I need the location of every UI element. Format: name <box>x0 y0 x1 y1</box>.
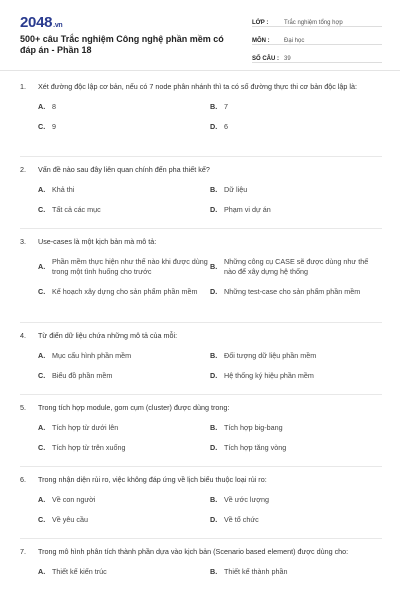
option-b[interactable] <box>210 423 382 433</box>
meta-value: 39 <box>284 56 291 62</box>
option-a[interactable] <box>38 257 210 277</box>
question-5 <box>20 403 382 453</box>
option-b[interactable] <box>210 102 382 112</box>
meta-row-count <box>252 49 382 63</box>
question-4 <box>20 331 382 381</box>
question-text: Vấn đề nào sau đây liên quan chính đến pha thiết kế? <box>38 165 210 174</box>
question-divider <box>20 228 382 229</box>
question-number: 1. <box>20 82 26 91</box>
meta-label: SỐ CÂU : <box>252 56 279 62</box>
meta-row-class <box>252 13 382 27</box>
option-text: Biểu đồ phần mềm <box>52 371 113 380</box>
option-letter: A. <box>38 185 46 194</box>
question-divider <box>20 538 382 539</box>
logo-suffix: .vn <box>53 22 63 29</box>
option-letter: B. <box>210 185 218 194</box>
option-text: Tích hợp tăng vòng <box>224 443 287 452</box>
site-logo[interactable] <box>20 14 62 31</box>
option-text: Dữ liệu <box>224 185 248 194</box>
question-6 <box>20 475 382 525</box>
option-d[interactable] <box>210 287 382 297</box>
option-a[interactable] <box>38 495 210 505</box>
option-letter: C. <box>38 205 46 214</box>
option-b[interactable] <box>210 257 382 277</box>
option-c[interactable] <box>38 515 210 525</box>
option-c[interactable] <box>38 287 210 297</box>
option-letter: D. <box>210 443 218 452</box>
option-letter: D. <box>210 515 218 524</box>
option-a[interactable] <box>38 185 210 195</box>
option-text: Mục cấu hình phần mềm <box>52 351 132 360</box>
option-letter: A. <box>38 423 46 432</box>
option-a[interactable] <box>38 423 210 433</box>
option-text: 7 <box>224 102 228 111</box>
option-letter: A. <box>38 262 46 271</box>
option-d[interactable] <box>210 443 382 453</box>
option-letter: B. <box>210 567 218 576</box>
option-b[interactable] <box>210 567 382 577</box>
option-c[interactable] <box>38 443 210 453</box>
document-title: 500+ câu Trắc nghiệm Công nghệ phần mềm có đáp án - Phần 18 <box>20 34 224 55</box>
option-letter: D. <box>210 122 218 131</box>
option-text: Về con người <box>52 495 96 504</box>
option-text: Về ước lượng <box>224 495 270 504</box>
question-number: 7. <box>20 547 26 556</box>
question-text: Từ điển dữ liệu chứa những mô tả của mỗi: <box>38 331 178 340</box>
option-text: 6 <box>224 122 228 131</box>
meta-row-subject <box>252 31 382 45</box>
question-text: Xét đường độc lập cơ bản, nếu có 7 node phân nhánh thì ta có số đường thực thi cơ bản độc lập là: <box>38 82 358 91</box>
question-divider <box>20 466 382 467</box>
meta-label: LỚP : <box>252 20 269 26</box>
question-2 <box>20 165 382 215</box>
option-text: Về yêu cầu <box>52 515 88 524</box>
option-text: Thiết kế thành phần <box>224 567 288 576</box>
option-a[interactable] <box>38 567 210 577</box>
option-text: Tích hợp từ trên xuống <box>52 443 126 452</box>
question-1 <box>20 82 382 132</box>
option-text: Phần mềm thực hiện như thế nào khi được dùng trong một tình huống cho trước <box>52 257 208 276</box>
option-d[interactable] <box>210 205 382 215</box>
question-3 <box>20 237 382 297</box>
option-text: Tích hợp big-bang <box>224 423 283 432</box>
option-text: Những công cụ CASE sẽ được dùng như thế nào để xây dựng hệ thống <box>224 257 369 276</box>
option-text: Kế hoạch xây dựng cho sản phẩm phần mềm <box>52 287 198 296</box>
question-7 <box>20 547 382 577</box>
option-letter: D. <box>210 205 218 214</box>
option-c[interactable] <box>38 122 210 132</box>
document-header <box>0 0 400 71</box>
meta-value: Đại học <box>284 38 305 44</box>
option-letter: C. <box>38 443 46 452</box>
question-number: 2. <box>20 165 26 174</box>
option-b[interactable] <box>210 185 382 195</box>
question-text: Trong nhận diện rủi ro, việc không đáp ứng về lịch biểu thuộc loại rủi ro: <box>38 475 267 484</box>
option-text: Hệ thống ký hiệu phần mềm <box>224 371 314 380</box>
option-c[interactable] <box>38 205 210 215</box>
option-c[interactable] <box>38 371 210 381</box>
option-letter: B. <box>210 351 218 360</box>
option-d[interactable] <box>210 371 382 381</box>
question-text: Use-cases là một kịch bản mà mô tả: <box>38 237 157 246</box>
option-letter: D. <box>210 371 218 380</box>
option-letter: A. <box>38 567 46 576</box>
option-text: Về tổ chức <box>224 515 259 524</box>
question-number: 5. <box>20 403 26 412</box>
question-text: Trong tích hợp module, gom cụm (cluster) được dùng trong: <box>38 403 230 412</box>
option-letter: C. <box>38 371 46 380</box>
question-divider <box>20 394 382 395</box>
logo-text: 2048 <box>20 14 53 31</box>
question-divider <box>20 322 382 323</box>
option-text: 9 <box>52 122 56 131</box>
option-letter: B. <box>210 102 218 111</box>
option-text: Tất cả các mục <box>52 205 101 214</box>
option-text: Tích hợp từ dưới lên <box>52 423 119 432</box>
option-b[interactable] <box>210 495 382 505</box>
option-letter: C. <box>38 515 46 524</box>
option-letter: B. <box>210 262 218 271</box>
option-d[interactable] <box>210 515 382 525</box>
question-number: 3. <box>20 237 26 246</box>
question-divider <box>20 156 382 157</box>
option-d[interactable] <box>210 122 382 132</box>
meta-value: Trắc nghiệm tổng hợp <box>284 20 343 26</box>
option-letter: A. <box>38 495 46 504</box>
option-letter: C. <box>38 122 46 131</box>
option-letter: B. <box>210 423 218 432</box>
question-number: 6. <box>20 475 26 484</box>
option-a[interactable] <box>38 351 210 361</box>
option-text: Thiết kế kiến trúc <box>52 567 107 576</box>
question-text: Trong mô hình phân tích thành phần dựa vào kịch bản (Scenario based element) được dùng cho: <box>38 547 349 556</box>
question-number: 4. <box>20 331 26 340</box>
option-a[interactable] <box>38 102 210 112</box>
option-text: Khả thi <box>52 185 75 194</box>
meta-label: MÔN : <box>252 38 270 44</box>
option-text: Phạm vi dự án <box>224 205 271 214</box>
option-letter: C. <box>38 287 46 296</box>
option-letter: B. <box>210 495 218 504</box>
option-letter: A. <box>38 102 46 111</box>
option-b[interactable] <box>210 351 382 361</box>
option-text: 8 <box>52 102 56 111</box>
option-letter: D. <box>210 287 218 296</box>
option-text: Đối tượng dữ liệu phần mềm <box>224 351 317 360</box>
option-letter: A. <box>38 351 46 360</box>
document-meta <box>252 13 382 67</box>
option-text: Những test-case cho sản phẩm phần mềm <box>224 287 361 296</box>
